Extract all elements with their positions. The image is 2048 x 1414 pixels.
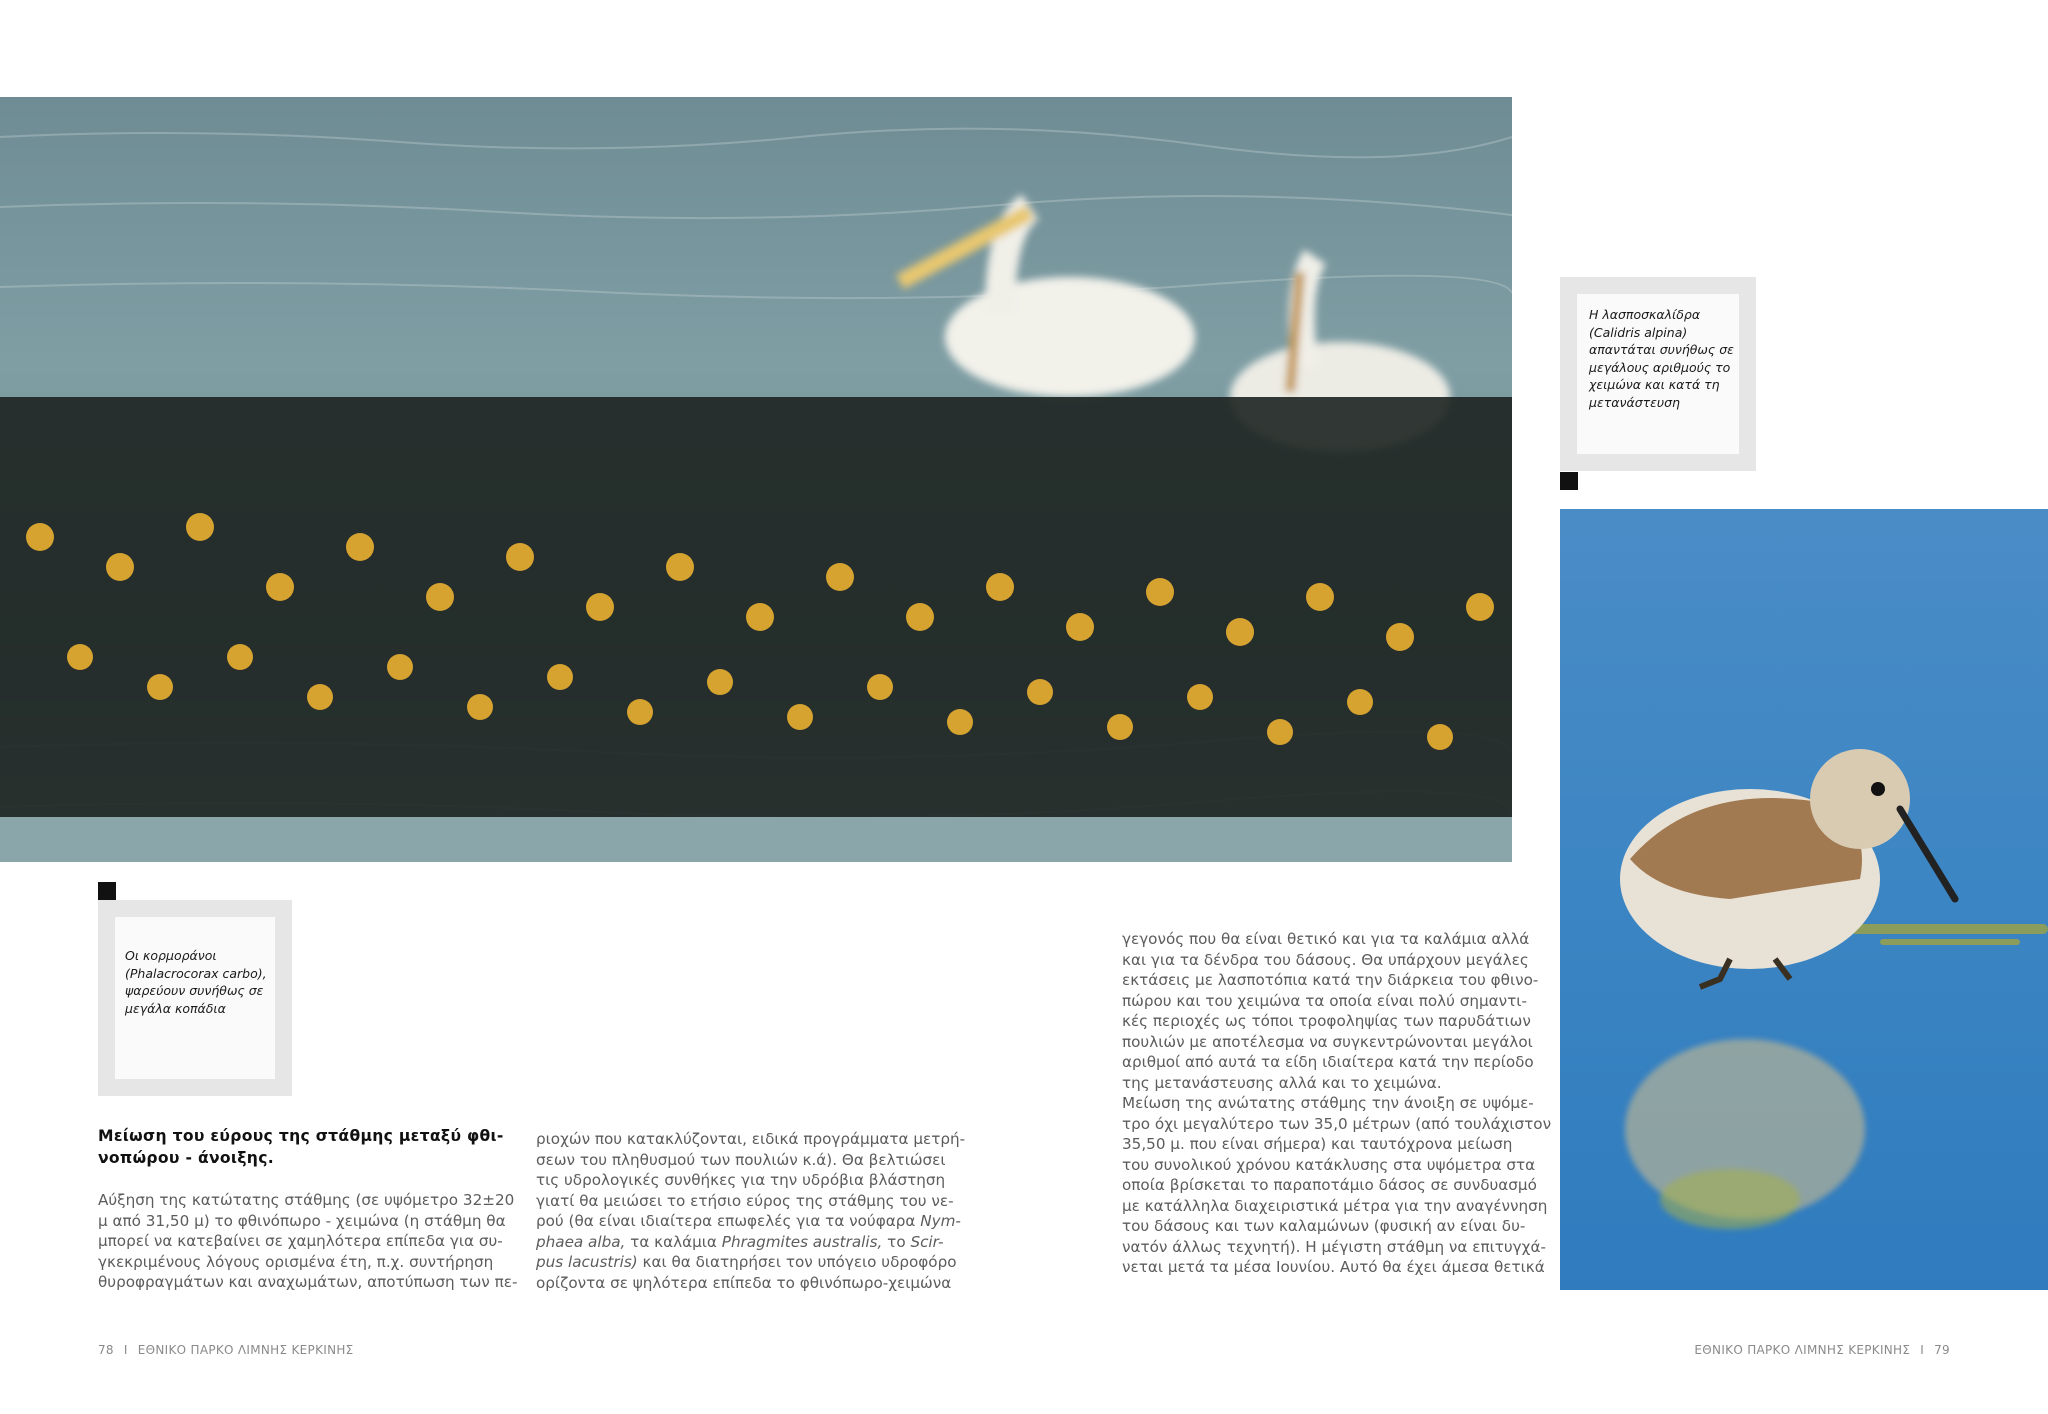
page-number-left: 78 [98,1343,114,1357]
caption-frame-right [1560,277,1756,471]
text-span: το [882,1232,911,1251]
caption-left-line: μεγάλα κοπάδια [125,1000,226,1016]
text-line: του δάσους και των καλαμώνων (φυσική αν είναι δυ- [1122,1217,1526,1235]
text-line: γκεκριμένους λόγους ορισμένα έτη, π.χ. συντήρηση [98,1252,494,1271]
footer-separator: I [123,1343,128,1357]
caption-marker-right [1560,472,1578,490]
text-line: θυροφραγμάτων και αναχωμάτων, αποτύπωση των πε- [98,1273,518,1291]
text-line: Αύξηση της κατώτατης στάθμης (σε υψόμετρο 32±20 [98,1191,515,1209]
text-column-2 [536,1129,966,1293]
caption-right-line: Η λασποσκαλίδρα [1589,307,1701,322]
text-column-3 [1122,929,1552,1278]
caption-left-line: ψαρεύουν συνήθως σε [125,983,264,998]
text-line: και για τα δένδρα του δάσους. Θα υπάρχουν μεγάλες [1122,950,1529,969]
text-line: με κατάλληλα διαχειριστικά μέτρα για την αναγέννηση [1122,1196,1548,1215]
section-heading-line: νοπώρου - άνοιξης. [98,1149,274,1167]
text-line: γεγονός που θα είναι θετικό και για τα καλάμια αλλά [1122,930,1530,948]
text-line: μ από 31,50 μ) το φθινόπωρο - χειμώνα (η στάθμη θα [98,1211,506,1230]
text-line: Μείωση της ανώτατης στάθμης την άνοιξη σε υψόμε- [1122,1094,1534,1112]
caption-frame-left [98,900,292,1096]
text-line: νεται μετά τα μέσα Ιουνίου. Αυτό θα έχει άμεσα θετικά [1122,1258,1545,1276]
text-line: εκτάσεις με λασποτόπια κατά την διάρκεια του φθινο- [1122,971,1539,989]
text-line: τις υδρολογικές συνθήκες για την υδρόβια βλάστηση [536,1171,946,1189]
dunlin-photo-art [1560,509,2048,1290]
species-name: Nym- [920,1212,961,1230]
caption-right [1577,294,1739,454]
caption-right-line: μεγάλους αριθμούς το [1589,359,1731,375]
cormorants-photo-art [0,97,1512,862]
species-name: pus lacustris) [536,1253,638,1271]
text-line: ριοχών που κατακλύζονται, ειδικά προγράμματα μετρή- [536,1130,966,1148]
text-line: πώρου και του χειμώνα τα οποία είναι πολύ σημαντι- [1122,991,1527,1010]
text-line: ορίζοντα σε ψηλότερα επίπεδα το φθινόπωρο-χειμώνα [536,1273,952,1292]
text-line [536,1211,961,1232]
text-line: νατόν άλλως τεχνητή). Η μέγιστη στάθμη να επιτυγχά- [1122,1237,1546,1256]
text-span: και θα διατηρήσει τον υπόγειο υδροφόρο [637,1253,957,1271]
footer-left [98,1343,354,1357]
text-line: κές περιοχές ως τόποι τροφοληψίας των παρυδάτιων [1122,1012,1531,1030]
species-name: phaea alba, [536,1232,626,1251]
section-heading-line: Μείωση του εύρους της στάθμης μεταξύ φθι- [98,1127,504,1145]
text-line: οποία βρίσκεται το παραποτάμιο δάσος σε συνδυασμό [1122,1176,1537,1194]
caption-marker-left [98,882,116,900]
caption-left-line: (Phalacrocorax carbo), [125,965,267,981]
text-line: του συνολικού χρόνου κατάκλυσης στα υψόμετρα στα [1122,1155,1536,1174]
cormorants-photo [0,97,1512,862]
text-span: τα καλάμια [625,1232,722,1251]
text-line: τρο όχι μεγαλύτερο των 35,0 μέτρων (από τουλάχιστον [1122,1114,1552,1133]
text-line: αριθμοί από αυτά τα είδη ιδιαίτερα κατά την περίοδο [1122,1053,1534,1071]
text-line: μπορεί να κατεβαίνει σε χαμηλότερα επίπεδα για συ- [98,1232,503,1250]
text-line: σεων του πληθυσμού των πουλιών κ.ά). Θα βελτιώσει [536,1150,946,1169]
caption-right-line: μετανάστευση [1589,394,1680,410]
footer-separator: I [1920,1343,1925,1357]
section-heading [98,1125,504,1169]
text-line: πουλιών με αποτέλεσμα να συγκεντρώνονται μεγάλοι [1122,1032,1533,1051]
caption-right-line: χειμώνα και κατά τη [1589,377,1720,392]
caption-right-line: (Calidris alpina) [1589,324,1688,340]
caption-left [115,917,275,1079]
text-line [536,1232,944,1253]
species-name: Scir- [910,1232,944,1251]
dunlin-photo [1560,509,2048,1290]
page-number-right: 79 [1934,1343,1950,1357]
text-line: 35,50 μ. που είναι σήμερα) και ταυτόχρονα μείωση [1122,1135,1513,1153]
text-line: γιατί θα μειώσει το ετήσιο εύρος της στάθμης του νε- [536,1191,954,1210]
text-line: της μετανάστευσης αλλά και το χειμώνα. [1122,1073,1442,1092]
footer-title-right: ΕΘΝΙΚΟ ΠΑΡΚΟ ΛΙΜΝΗΣ ΚΕΡΚΙΝΗΣ [1694,1343,1911,1357]
caption-right-line: απαντάται συνήθως σε [1589,342,1734,357]
text-span: ρού (θα είναι ιδιαίτερα επωφελές για τα νούφαρα [536,1212,921,1230]
footer-title-left: ΕΘΝΙΚΟ ΠΑΡΚΟ ΛΙΜΝΗΣ ΚΕΡΚΙΝΗΣ [137,1343,354,1357]
footer-right [1694,1343,1950,1357]
text-column-1 [98,1190,518,1293]
caption-left-line: Οι κορμοράνοι [125,948,217,963]
text-line [536,1252,957,1273]
species-name: Phragmites australis, [721,1232,883,1251]
